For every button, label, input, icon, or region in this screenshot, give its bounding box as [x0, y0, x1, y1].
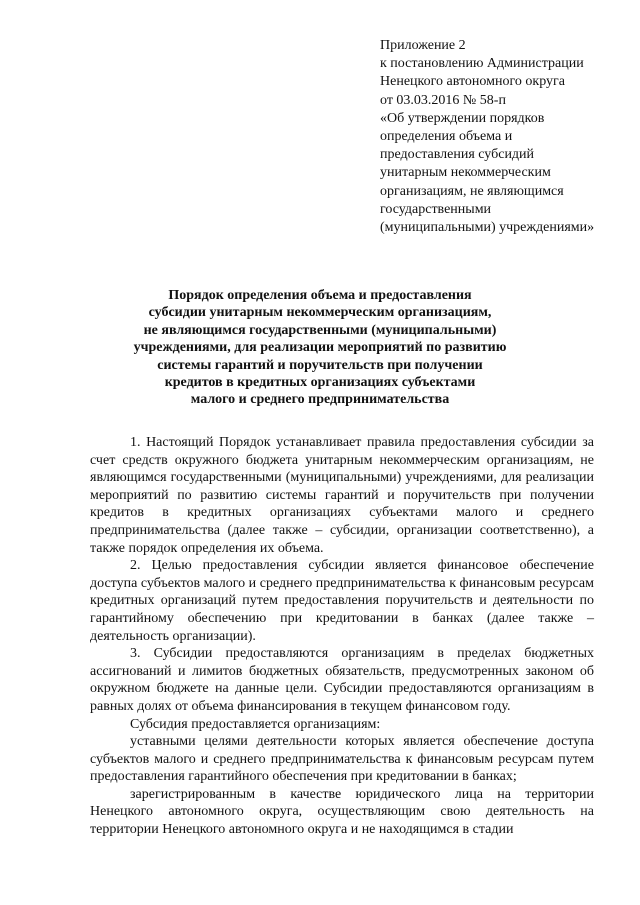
appendix-line: Ненецкого автономного округа: [380, 74, 565, 90]
appendix-line: унитарным некоммерческим: [380, 165, 551, 181]
title-line: кредитов в кредитных организациях субъектами: [164, 375, 476, 391]
appendix-line: «Об утверждении порядков: [380, 110, 545, 126]
document-body: [90, 434, 594, 839]
title-line: малого и среднего предпринимательства: [190, 392, 450, 408]
title-line: не являющимся государственными (муниципальными): [143, 322, 497, 338]
appendix-line: предоставления субсидий: [380, 147, 535, 163]
appendix-line: организациям, не являющимся: [380, 183, 564, 199]
paragraph-3: 3. Субсидии предоставляются организациям в пределах бюджетных ассигнований и лимитов бюджетных обязательств, предусмотренных законом об окружном бюджете на данные цели. Субсидии предоставляются организациям в равных долях от объема финансирования в текущем финансовом году.: [90, 646, 594, 714]
appendix-line: Приложение 2: [380, 38, 466, 53]
appendix-line: государственными: [380, 201, 492, 217]
appendix-header: [380, 37, 630, 237]
paragraph-condition-2: зарегистрированным в качестве юридического лица на территории Ненецкого автономного округа, осуществляющим свою деятельность на территории Ненецкого автономного округа и не находящимся в стадии: [90, 786, 594, 838]
title-line: системы гарантий и поручительств при получении: [157, 357, 483, 373]
appendix-line: от 03.03.2016 № 58-п: [380, 92, 506, 108]
title-line: учреждениями, для реализации мероприятий по развитию: [133, 340, 507, 356]
appendix-line: (муниципальными) учреждениями»: [380, 220, 595, 236]
paragraph-subsidy-intro: Субсидия предоставляется организациям:: [130, 716, 381, 732]
document-title: [90, 287, 550, 409]
paragraph-condition-1: уставными целями деятельности которых является обеспечение доступа субъектов малого и среднего предпринимательства к финансовым ресурсам путем предоставления гарантийного обеспечения при кредитовании в банках;: [90, 734, 594, 785]
appendix-line: к постановлению Администрации: [380, 56, 584, 72]
appendix-line: определения объема и: [380, 129, 513, 145]
paragraph-2: 2. Целью предоставления субсидии является финансовое обеспечение доступа субъектов малого и среднего предпринимательства к финансовым ресурсам кредитных организаций путем предоставления поручительств и деятельности по гарантийному обеспечению при кредитовании в банках (далее также – деятельность организации).: [90, 558, 594, 644]
title-line: Порядок определения объема и предоставления: [168, 288, 472, 303]
paragraph-1: 1. Настоящий Порядок устанавливает правила предоставления субсидии за счет средств окружного бюджета унитарным некоммерческим организациям, не являющимся государственными (муниципальными) учреждениями, для реализации мероприятий по развитию системы гарантий и поручительств при получении кредитов в кредитных организациях субъектами малого и среднего предпринимательства (далее также – субсидии, организации соответственно), а также порядок определения их объема.: [90, 435, 594, 556]
title-line: субсидии унитарным некоммерческим организациям,: [148, 305, 492, 321]
